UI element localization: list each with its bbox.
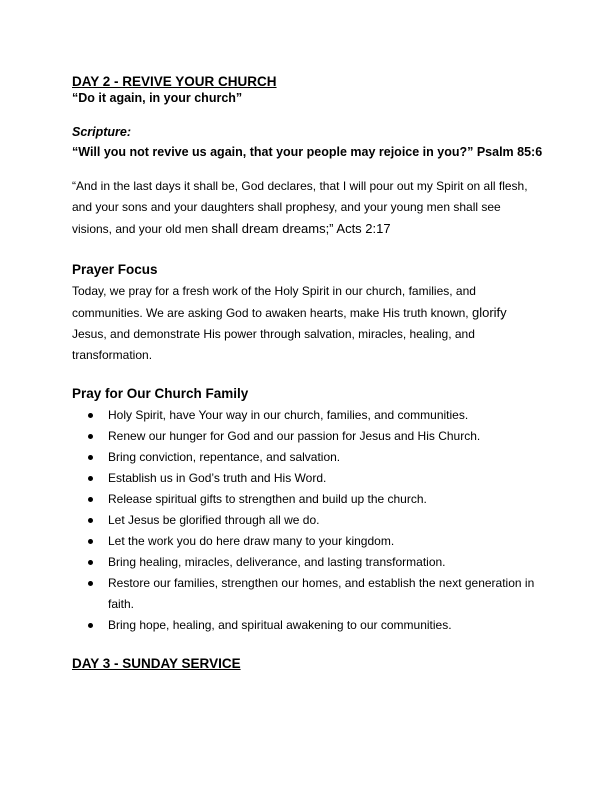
day2-heading: DAY 2 - REVIVE YOUR CHURCH: [72, 74, 277, 89]
scripture-verse: “Will you not revive us again, that your people may rejoice in you?” Psalm 85:6: [72, 145, 543, 159]
list-item: Bring conviction, repentance, and salvation.: [72, 447, 542, 468]
prayer-focus-line-2-start: communities. We are asking God to awaken hearts, make His truth known,: [72, 306, 472, 320]
document-page: [72, 74, 542, 672]
prayer-focus-line-3: Jesus, and demonstrate His power through salvation, miracles, healing, and: [72, 327, 475, 341]
bullet-icon: [88, 539, 93, 544]
scripture-label: Scripture:: [72, 125, 132, 139]
prayer-focus-title: Prayer Focus: [72, 262, 158, 277]
list-item: Renew our hunger for God and our passion for Jesus and His Church.: [72, 426, 542, 447]
acts-quote: [72, 176, 542, 240]
prayer-focus-line-2: [72, 302, 542, 324]
bullet-icon: [88, 518, 93, 523]
day3-heading: DAY 3 - SUNDAY SERVICE: [72, 656, 241, 671]
bullet-icon: [88, 476, 93, 481]
list-item: Holy Spirit, have Your way in our church, families, and communities.: [72, 405, 542, 426]
acts-line-3: [72, 218, 542, 240]
prayer-focus-line-2-end: glorify: [471, 305, 507, 320]
bullet-icon: [88, 581, 93, 586]
list-item: Restore our families, strengthen our homes, and establish the next generation in faith.: [72, 573, 542, 615]
prayer-focus-line-4: transformation.: [72, 348, 153, 362]
day2-subtitle: “Do it again, in your church”: [72, 91, 243, 105]
acts-line-1: “And in the last days it shall be, God declares, that I will pour out my Spirit on all flesh,: [72, 179, 528, 193]
acts-line-3-end: shall dream dreams;” Acts 2:17: [211, 221, 391, 236]
bullet-icon: [88, 434, 93, 439]
church-family-title: Pray for Our Church Family: [72, 386, 249, 401]
prayer-focus-line-1: Today, we pray for a fresh work of the Holy Spirit in our church, families, and: [72, 284, 476, 298]
bullet-icon: [88, 497, 93, 502]
list-item: Let Jesus be glorified through all we do.: [72, 510, 542, 531]
list-item: Establish us in God’s truth and His Word.: [72, 468, 542, 489]
bullet-icon: [88, 413, 93, 418]
list-item: Bring healing, miracles, deliverance, and lasting transformation.: [72, 552, 542, 573]
list-item: Release spiritual gifts to strengthen and build up the church.: [72, 489, 542, 510]
list-item: Let the work you do here draw many to your kingdom.: [72, 531, 542, 552]
acts-line-3-start: visions, and your old men: [72, 222, 212, 236]
bullet-icon: [88, 623, 93, 628]
acts-line-2: and your sons and your daughters shall prophesy, and your young men shall see: [72, 200, 501, 214]
prayer-focus-text: [72, 281, 542, 366]
bullet-icon: [88, 455, 93, 460]
church-family-list: [72, 405, 542, 636]
list-item: Bring hope, healing, and spiritual awakening to our communities.: [72, 615, 542, 636]
bullet-icon: [88, 560, 93, 565]
